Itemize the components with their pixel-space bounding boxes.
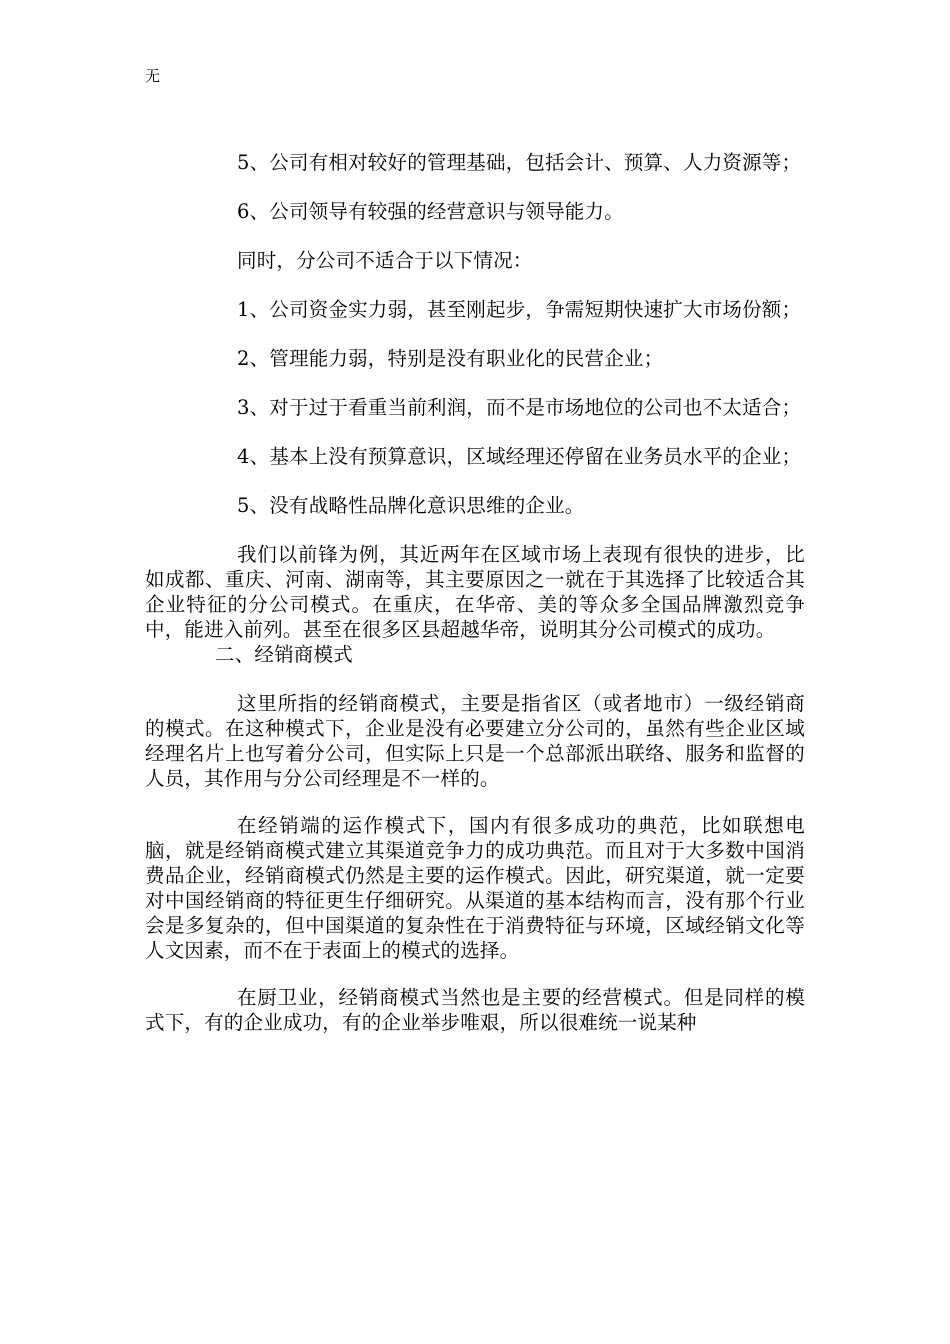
paragraph: 同时，分公司不适合于以下情况： bbox=[237, 249, 533, 272]
paragraph: 6、公司领导有较强的经营意识与领导能力。 bbox=[237, 200, 624, 223]
paragraph: 在厨卫业，经销商模式当然也是主要的经营模式。但是同样的模式下，有的企业成功，有的企业举步唯艰，所以很难统一说某种 bbox=[145, 986, 805, 1034]
page-header-text: 无 bbox=[145, 67, 161, 85]
paragraph: 5、公司有相对较好的管理基础，包括会计、预算、人力资源等； bbox=[237, 151, 802, 174]
paragraph: 1、公司资金实力弱，甚至刚起步，争需短期快速扩大市场份额； bbox=[237, 298, 802, 321]
paragraph: 3、对于过于看重当前利润，而不是市场地位的公司也不太适合； bbox=[237, 396, 802, 419]
paragraph: 2、管理能力弱，特别是没有职业化的民营企业； bbox=[237, 347, 664, 370]
paragraph: 4、基本上没有预算意识，区域经理还停留在业务员水平的企业； bbox=[237, 445, 802, 468]
paragraph: 在经销端的运作模式下，国内有很多成功的典范，比如联想电脑，就是经销商模式建立其渠道竞争力的成功典范。而且对于大多数中国消费品企业，经销商模式仍然是主要的运作模式。因此，研究渠道，就一定要对中国经销商的特征更生仔细研究。从渠道的基本结构而言，没有那个行业会是多复杂的，但中国渠道的复杂性在于消费特征与环境，区域经销文化等人文因素，而不在于表面上的模式的选择。 bbox=[145, 814, 805, 962]
section-heading: 二、经销商模式 bbox=[215, 643, 353, 666]
paragraph: 这里所指的经销商模式，主要是指省区（或者地市）一级经销商的模式。在这种模式下，企业是没有必要建立分公司的，虽然有些企业区域经理名片上也写着分公司，但实际上只是一个总部派出联络、服务和监督的人员，其作用与分公司经理是不一样的。 bbox=[145, 692, 805, 790]
paragraph: 我们以前锋为例，其近两年在区域市场上表现有很快的进步，比如成都、重庆、河南、湖南等，其主要原因之一就在于其选择了比较适合其企业特征的分公司模式。在重庆，在华帝、美的等众多全国品牌激烈竞争中，能进入前列。甚至在很多区县超越华帝，说明其分公司模式的成功。 bbox=[145, 543, 805, 641]
paragraph: 5、没有战略性品牌化意识思维的企业。 bbox=[237, 494, 585, 517]
document-body bbox=[145, 150, 805, 1035]
